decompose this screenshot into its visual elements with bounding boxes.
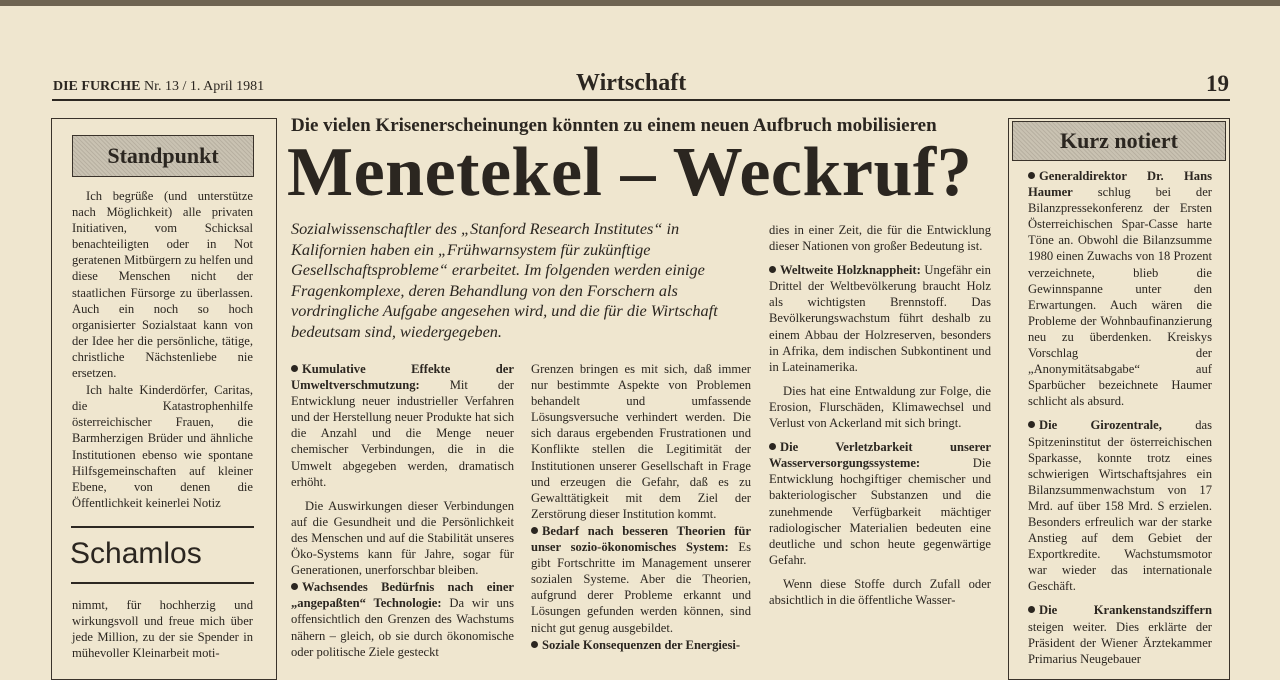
paragraph-text: Mit der Entwicklung neuer industrieller Verfahren und der Herstellung neuer Produkte hat sich die Anzahl und die Menge neuer chemischer Verbindungen, die in die Umwelt abgegeben werden, dramatisch erhöht. xyxy=(291,378,514,489)
article-paragraph xyxy=(291,579,514,659)
page-top-edge xyxy=(0,0,1280,6)
bullet-icon xyxy=(291,583,298,590)
bullet-icon xyxy=(531,641,538,648)
standpunkt-paragraph: Ich halte Kinderdörfer, Caritas, die Katastrophenhilfe österreichischer Frauen, die Barmherzigen Brüder und ähnliche Institutionen ebenso wie spontane Hilfsgemeinschaften auf kleiner Ebene, von denen die Öffentlichkeit keinerlei Notiz xyxy=(72,383,253,510)
paragraph-heading: Kumulative Effekte der Umweltverschmutzung: xyxy=(291,362,514,393)
bullet-icon xyxy=(1028,421,1035,428)
paragraph-text: Es gibt Fortschritte im Management unserer sozialen Systeme. Aber die Theorien, aufgrund derer Probleme erkannt und Lösungen gefunden werden können, sind nicht gut genug ausgebildet. xyxy=(531,540,751,635)
article-column-3 xyxy=(769,222,991,609)
standpunkt-paragraph: Ich begrüße (und unterstütze nach Möglichkeit) alle privaten Initiativen, vom Schicksal benachteiligten oder in Not geratenen Mitbürgern zu helfen und diese Menschen nicht der staatlichen Fürsorge zu überlassen. Auch ein noch so hoch organisierter Sozialstaat kann von der Idee her die persönliche, tätige, christliche Nächstenliebe nie ersetzen. xyxy=(72,189,253,381)
bullet-icon xyxy=(531,527,538,534)
paragraph-heading: Wachsendes Bedürfnis nach einer „angepaßten“ Technologie: xyxy=(291,580,514,611)
article-paragraph xyxy=(531,637,751,653)
item-heading: Die Girozentrale, xyxy=(1039,418,1162,433)
article-paragraph xyxy=(291,361,514,490)
bullet-icon xyxy=(769,266,776,273)
bullet-icon xyxy=(1028,606,1035,613)
schamlos-paragraph: nimmt, für hochherzig und wirkungsvoll und freue mich über jede Million, zu der sie Spender in mühevoller Kleinarbeit moti- xyxy=(72,598,253,661)
article-paragraph xyxy=(769,262,991,375)
masthead xyxy=(53,79,264,95)
article-paragraph: Dies hat eine Entwaldung zur Folge, die Erosion, Flurschäden, Klimawechsel und Verlust von Ackerland mit sich bringt. xyxy=(769,383,991,431)
paragraph-heading: Bedarf nach besseren Theorien für unser sozio-ökonomisches System: xyxy=(531,523,751,555)
paper-name: DIE FURCHE xyxy=(53,79,141,94)
article-paragraph: Die Auswirkungen dieser Verbindungen auf die Gesundheit und die Persönlichkeit des Menschen und auf die Stabilität unseres Öko-Systems kann für Jahre, sogar für Generationen, unerforschbar bleiben. xyxy=(291,498,514,578)
kurz-item xyxy=(1028,417,1212,594)
item-text: das Spitzeninstitut der österreichischen Sparkasse, konnte trotz eines schwierigen Wirtschaftsjahres ein Bilanzsummenwachstum von 17 Mrd. auf über 158 Mrd. S erzielen. Besonders erfreulich war der starke Anstieg auf dem Gebiet der Exportkredite. Wachstumsmotor war wieder das internationale Geschäft. xyxy=(1028,418,1212,594)
bullet-icon xyxy=(769,443,776,450)
paragraph-heading: Weltweite Holzknappheit: xyxy=(780,263,921,278)
article-paragraph: Grenzen bringen es mit sich, daß immer nur bestimmte Aspekte von Problemen behandelt und umfassende Lösungsversuche verhindert werden. Die sich daraus ergebenden Frustrationen und Konflikte stellen die Legitimität der Institutionen unserer Gesellschaft in Frage und erzeugen die Gefahr, daß es zu Gewalttätigkeit mit dem Ziel der Zerstörung dieser Institution kommt. xyxy=(531,362,751,521)
standpunkt-text xyxy=(72,188,253,512)
item-heading: Generaldirektor Dr. Hans Haumer xyxy=(1028,169,1212,200)
column-divider xyxy=(71,582,254,584)
item-text: schlug bei der Bilanzpressekonferenz der Ersten Österreichischen Spar-Casse harte Töne an. Obwohl die Bilanzsumme 1980 einen Zuwachs von 18 Prozent verzeichnete, blieb die Gewinnspanne unter den Erwartungen. Auch wären die Probleme der Wohnbaufinanzierung neu zu überdenken. Kreiskys Vorschlag der „Anonymitätsabgabe“ auf Sparbücher bezeichnete Haumer schlicht als absurd. xyxy=(1028,185,1212,409)
schamlos-title: Schamlos xyxy=(70,537,202,570)
article-paragraph xyxy=(769,439,991,568)
bullet-icon xyxy=(291,365,298,372)
kurz-item xyxy=(1028,168,1212,409)
section-title: Wirtschaft xyxy=(576,70,687,96)
header-rule xyxy=(52,99,1230,101)
paragraph-text: Ungefähr ein Drittel der Weltbevölkerung braucht Holz als wichtigsten Brennstoff. Das Bevölkerungswachstum führt deshalb zu einem Abbau der Holzreserven, besonders in Afrika, dem indischen Subkontinent und in Lateinamerika. xyxy=(769,263,991,374)
standpunkt-label: Standpunkt xyxy=(72,135,254,177)
article-paragraph: dies in einer Zeit, die für die Entwicklung dieser Nationen von großer Bedeutung ist. xyxy=(769,223,991,254)
page-number: 19 xyxy=(1206,71,1229,96)
schamlos-text xyxy=(72,597,253,662)
article-column-1 xyxy=(291,361,514,661)
item-heading: Die Krankenstandsziffern xyxy=(1039,603,1212,618)
article-paragraph xyxy=(531,523,751,636)
kurz-notiert-label: Kurz notiert xyxy=(1012,121,1226,161)
bullet-icon xyxy=(1028,172,1035,179)
paragraph-text: Da wir uns offensichtlich den Grenzen des Wachstums nähern – gleich, ob sie durch ökonomische oder politische Ziele gesteckt xyxy=(291,596,514,659)
paragraph-heading: Soziale Konsequenzen der Energiesi- xyxy=(542,637,741,652)
item-text: steigen weiter. Dies erklärte der Präsident der Wiener Ärztekammer Primarius Neugebauer xyxy=(1028,619,1212,666)
article-lead: Sozialwissenschaftler des „Stanford Research Institutes“ in Kalifornien haben ein „Frühwarnsystem für zukünftige Gesellschaftsprobleme“ erarbeitet. Im folgenden werden einige Fragenkomplexe, deren Behandlung von den Forschern als vordringliche Aufgabe angesehen wird, und die für die Wirtschaft bedeutsam sind, wiedergegeben. xyxy=(291,219,718,341)
kurz-notiert-text xyxy=(1028,168,1212,668)
column-divider xyxy=(71,526,254,528)
article-paragraph: Wenn diese Stoffe durch Zufall oder absichtlich in die öffentliche Wasser- xyxy=(769,576,991,607)
article-kicker: Die vielen Krisenerscheinungen könnten zu einem neuen Aufbruch mobilisieren xyxy=(291,115,937,136)
article-column-2 xyxy=(531,361,751,654)
issue-date: Nr. 13 / 1. April 1981 xyxy=(144,79,265,94)
paragraph-text: Die Entwicklung hochgiftiger chemischer und bakteriologischer Substanzen und die zunehmende Verfügbarkeit mächtiger radiologischer Materialien bedeuten eine deutliche und schon heute gegenwärtige Gefahr. xyxy=(769,456,991,567)
kurz-item xyxy=(1028,602,1212,666)
article-headline: Menetekel – Weckruf? xyxy=(287,134,973,211)
paragraph-heading: Die Verletzbarkeit unserer Wasserversorgungssysteme: xyxy=(769,440,991,471)
